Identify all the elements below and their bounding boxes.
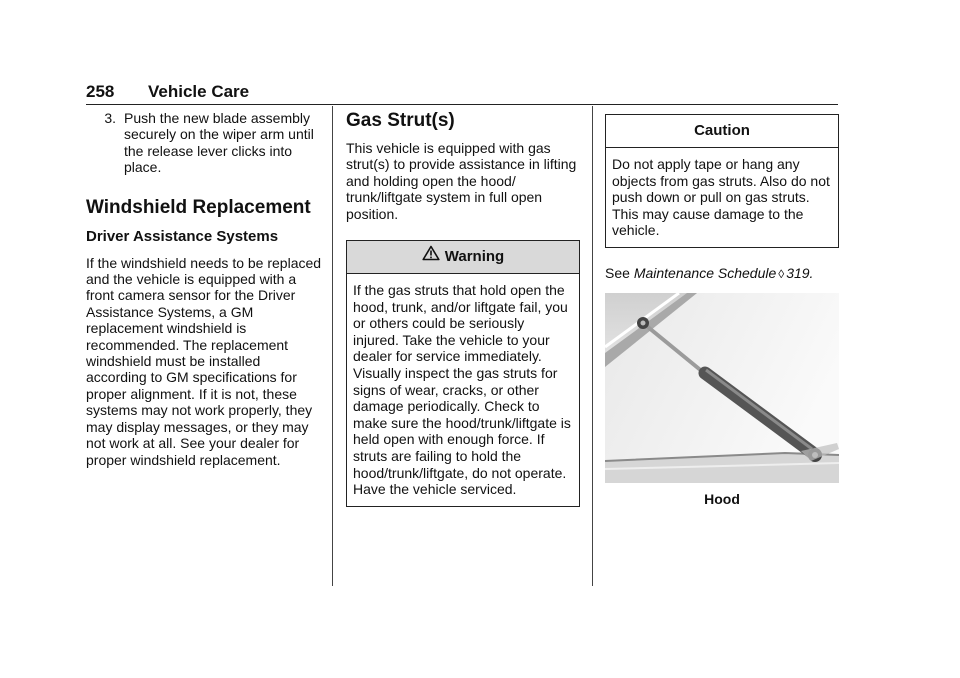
caution-title: Caution (606, 115, 838, 148)
step-text: Push the new blade assembly securely on the wiper arm until the release lever clicks into place. (124, 110, 314, 176)
step-item (86, 110, 324, 176)
warning-box (346, 240, 580, 507)
column-divider (592, 106, 593, 586)
windshield-heading: Windshield Replacement (86, 196, 311, 218)
maintenance-schedule-link[interactable]: Maintenance Schedule (633, 264, 777, 281)
reference-page: 319. (786, 264, 814, 281)
column-left (86, 110, 324, 468)
gas-strut-heading: Gas Strut(s) (346, 110, 455, 131)
see-reference (605, 265, 839, 282)
caution-text: Do not apply tape or hang any objects from gas struts. Also do not push down or pull on gas struts. This may cause damage to the vehicle. (612, 156, 830, 239)
section-title: Vehicle Care (148, 82, 250, 101)
driver-assistance-subheading: Driver Assistance Systems (86, 227, 279, 245)
warning-text: If the gas struts that hold open the hood, trunk, and/or liftgate fail, you or others could be seriously injured. Take the vehicle to your dealer for service immediately. Visually inspect the gas struts for signs of wear, cracks, or other damage periodically. Check to make sure the hood/trunk/liftgate is held open with enough force. If struts are failing to hold the hood/trunk/liftgate, do not operate. Have the vehicle serviced. (353, 282, 571, 498)
hood-strut-illustration (605, 293, 839, 483)
warning-triangle-icon (422, 241, 440, 273)
page-reference-icon: ◊ (778, 266, 785, 281)
caution-box (605, 114, 839, 248)
figure-caption: Hood (704, 490, 740, 507)
column-divider (332, 106, 333, 586)
warning-title: Warning (444, 248, 505, 266)
hood-figure (605, 293, 839, 507)
see-prefix: See (605, 264, 630, 281)
column-right (605, 110, 839, 507)
windshield-body: If the windshield needs to be replaced and the vehicle is equipped with a front camera sensor for the Driver Assistance Systems, a GM replacement windshield is recommended. The replacement windshield must be installed according to GM specifications for proper alignment. If it is not, these systems may not work properly, they may display messages, or they may not work at all. See your dealer for proper windshield replacement. (86, 254, 322, 468)
gas-strut-body: This vehicle is equipped with gas strut(s) to provide assistance in lifting and holding open the hood/ trunk/liftgate system in full open position. (346, 140, 577, 222)
step-number: 3. (104, 110, 116, 126)
warning-header (347, 241, 579, 274)
column-middle (346, 110, 580, 507)
page-header (86, 82, 838, 105)
page-number: 258 (86, 82, 115, 101)
